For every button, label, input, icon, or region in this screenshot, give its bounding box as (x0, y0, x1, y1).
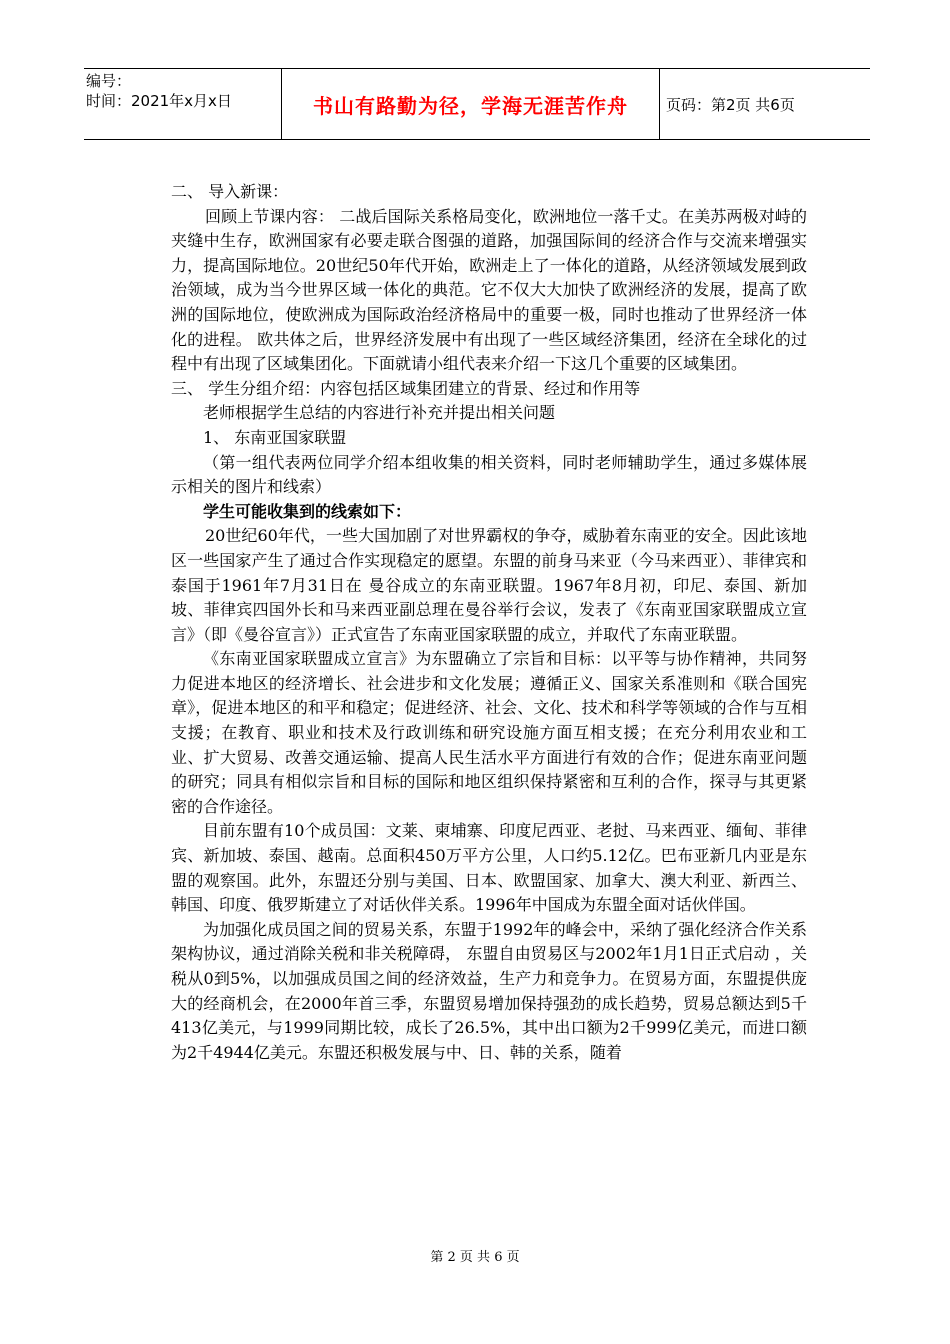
page-header (84, 68, 870, 140)
paragraph-teacher-note: 老师根据学生总结的内容进行补充并提出相关问题 (203, 403, 556, 423)
page-footer: 第 2 页 共 6 页 (430, 1250, 520, 1265)
motto: 书山有路勤为径，学海无涯苦作舟 (313, 93, 628, 118)
page-info: 页码：第2页 共6页 (666, 95, 795, 114)
section-heading-intro: 二、 导入新课： (171, 182, 289, 201)
header-meta (84, 69, 282, 139)
section-heading-groups: 三、 学生分组介绍：内容包括区域集团建立的背景、经过和作用等 (171, 378, 641, 398)
paragraph-review: 回顾上节课内容： 二战后国际关系格局变化，欧洲地位一落千丈。在美苏两极对峙的夹缝中生存，欧洲国家有必要走联合图强的道路，加强国际间的经济合作与交流来增强实力，提高国际地位。20世纪50年代开始，欧洲走上了一体化的道路，从经济领域发展到政治领域，成为当今世界区域一体化的典范。它不仅大大加快了欧洲经济的发展，提高了欧洲的国际地位，使欧洲成为国际政治经济格局中的重要一极，同时也推动了世界经济一体化的进程。 欧共体之后，世界经济发展中有出现了一些区域经济集团，经济在全球化的过程中有出现了区域集团化。下面就请小组代表来介绍一下这几个重要的区域集团。 (171, 206, 807, 374)
paragraph-group-note: （第一组代表两位同学介绍本组收集的相关资料，同时老师辅助学生，通过多媒体展示相关的图片和线索） (171, 452, 807, 497)
paragraph-asean-goals: 《东南亚国家联盟成立宣言》为东盟确立了宗旨和目标：以平等与协作精神，共同努力促进本地区的经济增长、社会进步和文化发展；遵循正义、国家关系准则和《联合国宪章》，促进本地区的和平和稳定；促进经济、社会、文化、技术和科学等领域的合作与互相支援；在教育、职业和技术及行政训练和研究设施方面互相支援；在充分利用农业和工业、扩大贸易、改善交通运输、提高人民生活水平方面进行有效的合作；促进东南亚问题的研究；同具有相似宗旨和目标的国际和地区组织保持紧密和互利的合作，探寻与其更紧密的合作途径。 (171, 649, 807, 816)
header-motto-cell (282, 69, 660, 139)
paragraph-asean-trade: 为加强化成员国之间的贸易关系，东盟于1992年的峰会中，采纳了强化经济合作关系架构协议，通过消除关税和非关税障碍， 东盟自由贸易区与2002年1月1日正式启动 ，关税从0到5%，以加强成员国之间的经济效益，生产力和竞争力。在贸易方面，东盟提供庞大的经商机会，在2000年首三季，东盟贸易增加保持强劲的成长趋势，贸易总额达到5千413亿美元，与1999同期比较，成长了26.5%，其中出口额为2千999亿美元，而进口额为2千4944亿美元。东盟还积极发展与中、日、韩的关系，随着 (171, 919, 807, 1062)
bold-clues-heading: 学生可能收集到的线索如下： (203, 501, 412, 521)
header-page-info-cell (660, 69, 870, 139)
time-label: 时间：2021年x月x日 (86, 92, 232, 110)
number-label: 编号： (86, 72, 132, 90)
document-body (171, 180, 807, 1065)
subheading-asean: 1、 东南亚国家联盟 (203, 427, 347, 447)
paragraph-asean-history: 20世纪60年代，一些大国加剧了对世界霸权的争夺，威胁着东南亚的安全。因此该地区一些国家产生了通过合作实现稳定的愿望。东盟的前身马来亚（今马来西亚）、菲律宾和泰国于1961年7月31日在 曼谷成立的东南亚联盟。1967年8月初，印尼、泰国、新加坡、菲律宾四国外长和马来西亚副总理在曼谷举行会议，发表了《东南亚国家联盟成立宣言》（即《曼谷宣言》）正式宣告了东南亚国家联盟的成立，并取代了东南亚联盟。 (171, 526, 807, 644)
paragraph-asean-members: 目前东盟有10个成员国：文莱、柬埔寨、印度尼西亚、老挝、马来西亚、缅甸、菲律宾、新加坡、泰国、越南。总面积450万平方公里，人口约5.12亿。巴布亚新几内亚是东盟的观察国。此外，东盟还分别与美国、日本、欧盟国家、加拿大、澳大利亚、新西兰、韩国、印度、俄罗斯建立了对话伙伴关系。1996年中国成为东盟全面对话伙伴国。 (171, 821, 807, 915)
